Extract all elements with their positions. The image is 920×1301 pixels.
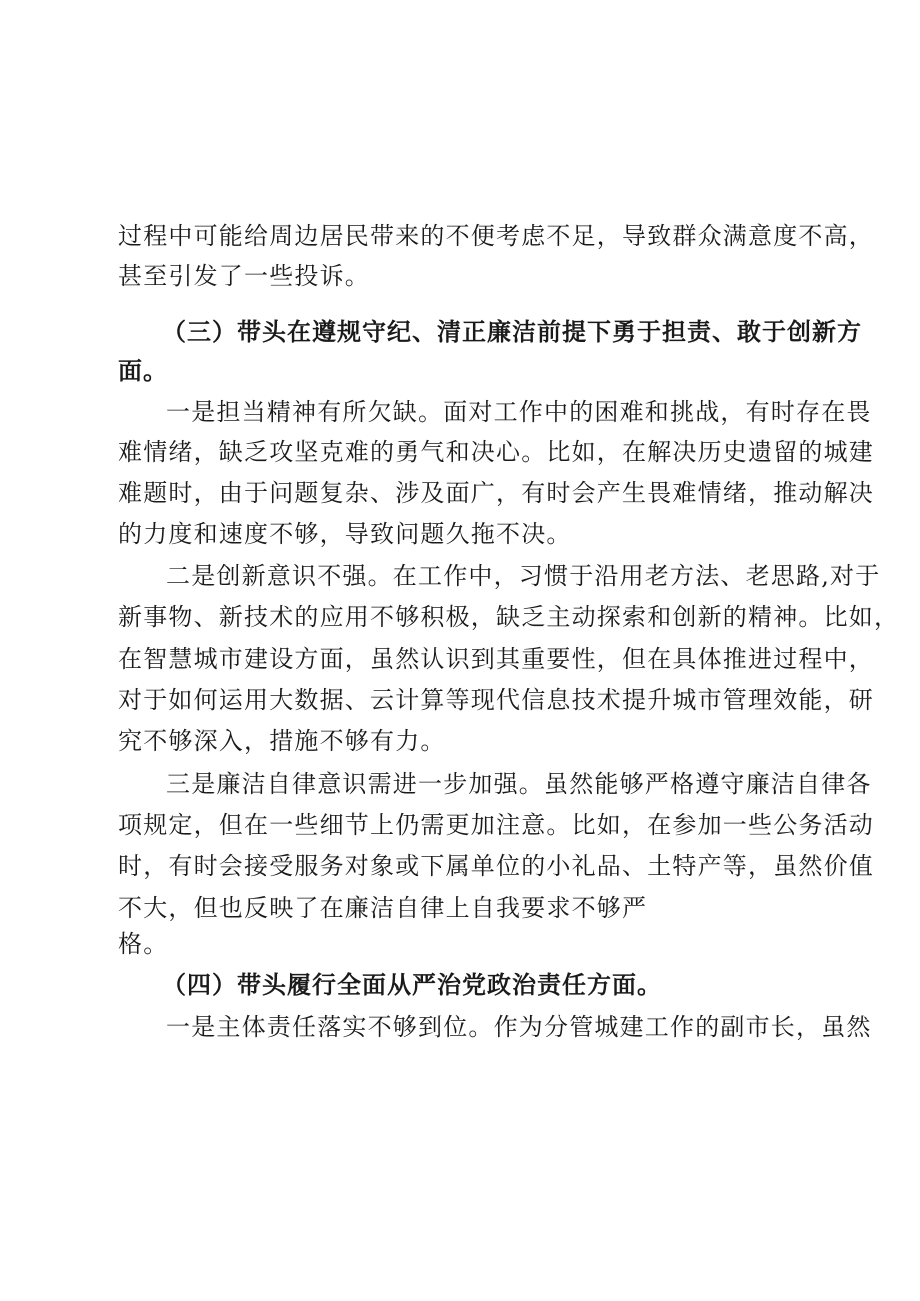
paragraph-line: 过程中可能给周边居民带来的不便考虑不足，导致群众满意度不高，	[118, 222, 874, 250]
paragraph-line: 新事物、新技术的应用不够积极，缺乏主动探索和创新的精神。比如，	[118, 603, 900, 631]
paragraph-line: 不大，但也反映了在廉洁自律上自我要求不够严	[118, 894, 648, 922]
paragraph-line: 在智慧城市建设方面，虽然认识到其重要性，但在具体推进过程中，	[118, 645, 874, 673]
paragraph-line: 甚至引发了一些投诉。	[118, 262, 370, 290]
paragraph-line: 难题时，由于问题复杂、涉及面广，有时会产生畏难情绪，推动解决	[118, 479, 874, 507]
paragraph-line: 格。	[118, 930, 169, 958]
paragraph-line: 的力度和速度不够，导致问题久拖不决。	[118, 520, 572, 548]
paragraph-line: 时，有时会接受服务对象或下属单位的小礼品、土特产等，虽然价值	[118, 852, 874, 880]
paragraph-line: 二是创新意识不强。在工作中，习惯于沿用老方法、老思路,对于	[166, 562, 881, 590]
section-heading-3-cont: 面。	[118, 357, 168, 385]
section-heading-4: （四）带头履行全面从严治党政治责任方面。	[162, 971, 662, 999]
paragraph-line: 究不够深入，措施不够有力。	[118, 727, 446, 755]
paragraph-line: 三是廉洁自律意识需进一步加强。虽然能够严格遵守廉洁自律各	[166, 770, 872, 798]
section-heading-3: （三）带头在遵规守纪、清正廉洁前提下勇于担责、敢于创新方	[162, 318, 862, 346]
paragraph-line: 项规定，但在一些细节上仍需更加注意。比如，在参加一些公务活动	[118, 811, 874, 839]
paragraph-line: 一是主体责任落实不够到位。作为分管城建工作的副市长，虽然	[166, 1013, 872, 1041]
paragraph-line: 难情绪，缺乏攻坚克难的勇气和决心。比如，在解决历史遗留的城建	[118, 438, 874, 466]
paragraph-line: 一是担当精神有所欠缺。面对工作中的困难和挑战，有时存在畏	[166, 398, 872, 426]
paragraph-line: 对于如何运用大数据、云计算等现代信息技术提升城市管理效能，研	[118, 686, 874, 714]
